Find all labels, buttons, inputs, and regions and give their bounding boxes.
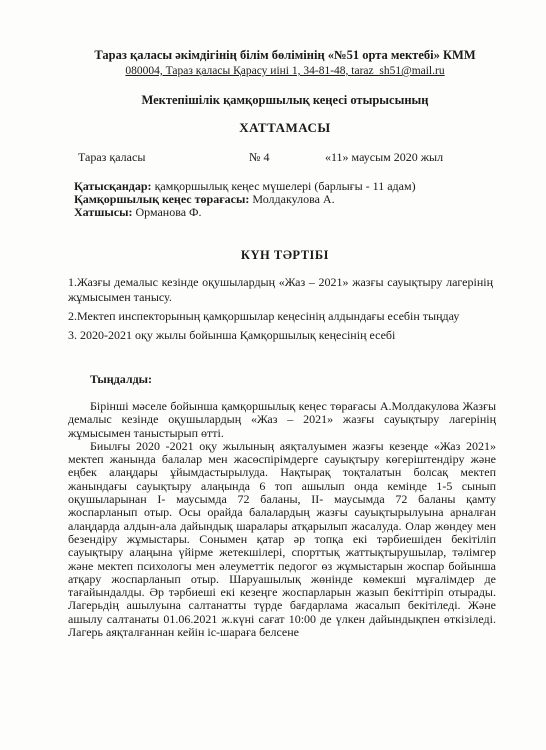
document-title: ХАТТАМАСЫ bbox=[239, 120, 331, 135]
chair-value: Молдакулова А. bbox=[249, 192, 335, 206]
meeting-date: «11» маусым 2020 жыл bbox=[325, 150, 444, 164]
agenda-title: КҮН ТӘРТІБІ bbox=[240, 248, 330, 262]
secretary-line bbox=[74, 206, 416, 219]
secretary-label: Хатшысы: bbox=[74, 205, 133, 219]
agenda-item: 1.Жазғы демалыс кезінде оқушылардың «Жаз – 2021» жазғы сауықтыру лагерінің жұмысымен танысу. bbox=[68, 275, 493, 304]
organization-address: 080004, Тараз қаласы Қарасу иіні 1, 34-81-48, taraz_sh51@mail.ru bbox=[125, 65, 445, 77]
participants-block bbox=[74, 180, 416, 219]
agenda-item: 3. 2020-2021 оқу жылы бойынша Қамқоршылық кеңесінің есебі bbox=[68, 328, 396, 342]
agenda-list bbox=[68, 275, 493, 347]
organization-name: Тараз қаласы әкімдігінің білім бөлімінің «№51 орта мектебі» КММ bbox=[94, 48, 476, 62]
attendees-label: Қатысқандар: bbox=[74, 179, 152, 193]
body-paragraph: Биылғы 2020 -2021 оқу жылының аяқталуымен жазғы кезеңде «Жаз 2021» мектеп жанында балалар мен жасөспірімдерге сауықтыру көгеріштендіру және еңбек алаңдары ұйымдастырылуда. Нақтырақ тоқталатын болсақ мектеп жанындағы сауықтыру алаңында 6 топ ашылып онда кемінде 1-5 сынып оқушыларынан І- маусымда 72 баланы, ІІ- маусымда 72 баланы қамту жоспарланып отыр. Осы орайда балалардың жазғы сауықтырылуына арналған алаңдарда алдын-ала дайындық шаралары атқарылып жасалуда. Олар жөндеу мен безендіру жұмыстары. Сонымен қатар әр топқа екі тәрбиешіден бекітіліп сауықтыру алаңына үйірме жетекшілері, спорттық жаттықтырушылар, тәлімгер және мектеп психологы мен әлеуметтік педогог өз жұмыстарын жоспар бойынша атқару жоспарланып отыр. Шаруашылық жөнінде көмекші мұғалімдер де тағайындалды. Әр тәрбиеші екі кезеңге жоспарларын жазып бекіттіріп отырады. Лагерьдің ашылуына салтанатты түрде бағдарлама жасалып бекітіледі. Және ашылу салтанаты 01.06.2021 ж.күні сағат 10:00 де үлкен дайындықпен өткізіледі. Лагерь аяқталғаннан кейін іс-шараға белсене bbox=[68, 438, 496, 640]
heard-body bbox=[68, 400, 496, 639]
heard-title: Тыңдалды: bbox=[90, 372, 153, 386]
meeting-subtitle: Мектепішілік қамқоршылық кеңесі отырысының bbox=[141, 93, 429, 107]
meeting-number: № 4 bbox=[249, 150, 270, 164]
meeting-city: Тараз қаласы bbox=[78, 150, 146, 164]
body-paragraph: Бірінші мәселе бойынша қамқоршылық кеңес төрағасы А.Молдакулова Жазғы демалыс кезінде оқушылардың «Жаз – 2021» жазғы сауықтыру лагерінің жұмысымен таныстырып өтті. bbox=[68, 399, 496, 440]
attendees-value: қамқоршылық кеңес мүшелері (барлығы - 11 адам) bbox=[151, 179, 416, 193]
chair-label: Қамқоршылық кеңес төрағасы: bbox=[74, 192, 250, 206]
secretary-value: Орманова Ф. bbox=[132, 205, 202, 219]
agenda-item: 2.Мектеп инспекторының қамқоршылар кеңесінің алдындағы есебін тыңдау bbox=[68, 309, 460, 323]
